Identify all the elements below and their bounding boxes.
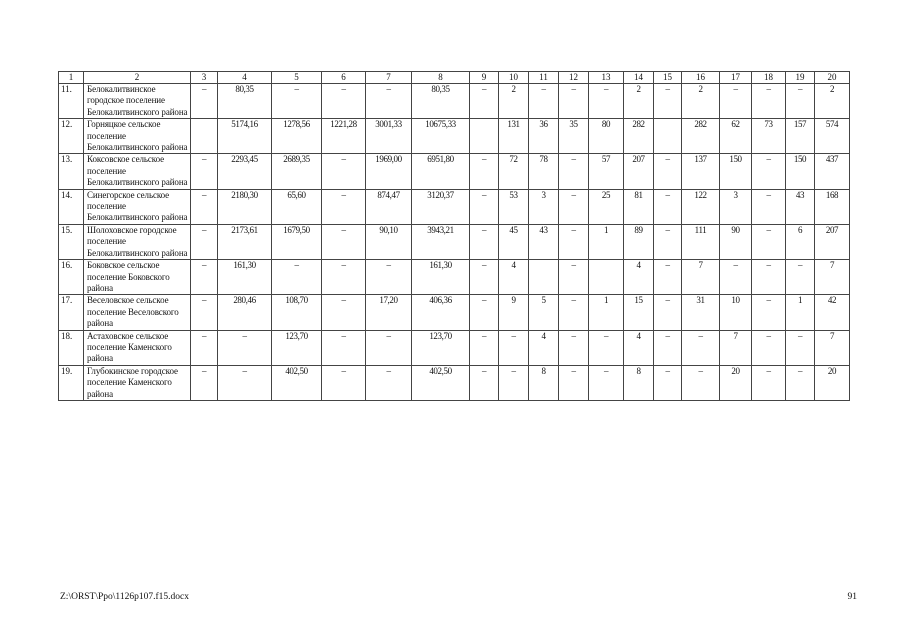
value-cell: – — [191, 154, 218, 189]
footer-file-path: Z:\ORST\Ppo\1126p107.f15.docx — [60, 592, 189, 602]
settlement-name-cell: Веселовское сельское поселение Веселовского района — [84, 295, 191, 330]
value-cell: 4 — [529, 330, 559, 365]
value-cell: – — [470, 295, 499, 330]
value-cell: 168 — [815, 189, 850, 224]
value-cell: – — [752, 154, 786, 189]
value-cell: – — [322, 295, 366, 330]
value-cell: 45 — [499, 224, 529, 259]
value-cell: – — [654, 295, 682, 330]
row-number-cell: 11. — [59, 84, 84, 119]
value-cell: – — [720, 84, 752, 119]
value-cell: 150 — [786, 154, 815, 189]
value-cell: 62 — [720, 119, 752, 154]
column-header-3: 3 — [191, 72, 218, 84]
column-header-12: 12 — [559, 72, 589, 84]
value-cell: 3120,37 — [412, 189, 470, 224]
value-cell: 4 — [624, 260, 654, 295]
value-cell: 108,70 — [272, 295, 322, 330]
row-number-cell: 16. — [59, 260, 84, 295]
table-row — [59, 224, 850, 259]
value-cell: – — [470, 189, 499, 224]
value-cell: – — [366, 84, 412, 119]
value-cell: – — [499, 365, 529, 400]
row-number-cell: 12. — [59, 119, 84, 154]
value-cell: – — [366, 365, 412, 400]
value-cell: 1 — [786, 295, 815, 330]
value-cell: – — [752, 295, 786, 330]
column-header-2: 2 — [84, 72, 191, 84]
row-number-cell: 14. — [59, 189, 84, 224]
value-cell: – — [589, 84, 624, 119]
column-header-7: 7 — [366, 72, 412, 84]
value-cell: – — [191, 224, 218, 259]
value-cell: 3 — [720, 189, 752, 224]
value-cell: 2293,45 — [218, 154, 272, 189]
value-cell: – — [470, 260, 499, 295]
table-row — [59, 84, 850, 119]
value-cell: 207 — [815, 224, 850, 259]
column-header-17: 17 — [720, 72, 752, 84]
column-header-1: 1 — [59, 72, 84, 84]
value-cell — [470, 119, 499, 154]
table-row — [59, 260, 850, 295]
value-cell: – — [682, 365, 720, 400]
column-header-15: 15 — [654, 72, 682, 84]
value-cell: 3 — [529, 189, 559, 224]
value-cell: 2 — [499, 84, 529, 119]
value-cell: 4 — [624, 330, 654, 365]
value-cell: 20 — [815, 365, 850, 400]
value-cell: 3001,33 — [366, 119, 412, 154]
value-cell: 2173,61 — [218, 224, 272, 259]
value-cell — [654, 119, 682, 154]
value-cell: – — [470, 84, 499, 119]
value-cell: – — [682, 330, 720, 365]
value-cell: – — [191, 260, 218, 295]
table-row — [59, 154, 850, 189]
value-cell: – — [654, 365, 682, 400]
value-cell: 90,10 — [366, 224, 412, 259]
column-header-9: 9 — [470, 72, 499, 84]
value-cell: – — [191, 84, 218, 119]
value-cell: – — [322, 224, 366, 259]
value-cell: – — [559, 295, 589, 330]
value-cell: – — [786, 365, 815, 400]
value-cell: 6 — [786, 224, 815, 259]
value-cell: – — [654, 189, 682, 224]
value-cell: – — [786, 260, 815, 295]
settlement-name-cell: Белокалитвинское городское поселение Белокалитвинского района — [84, 84, 191, 119]
value-cell: 157 — [786, 119, 815, 154]
value-cell: – — [191, 330, 218, 365]
value-cell: 7 — [682, 260, 720, 295]
value-cell: 42 — [815, 295, 850, 330]
value-cell: – — [559, 260, 589, 295]
value-cell: 874,47 — [366, 189, 412, 224]
value-cell: – — [499, 330, 529, 365]
value-cell: 1221,28 — [322, 119, 366, 154]
value-cell: 123,70 — [412, 330, 470, 365]
value-cell: – — [654, 330, 682, 365]
value-cell: 1278,56 — [272, 119, 322, 154]
value-cell: 2 — [682, 84, 720, 119]
row-number-cell: 18. — [59, 330, 84, 365]
value-cell: 2 — [815, 84, 850, 119]
page-number: 91 — [847, 592, 857, 602]
settlement-name-cell: Коксовское сельское поселение Белокалитвинского района — [84, 154, 191, 189]
value-cell: 25 — [589, 189, 624, 224]
value-cell: – — [366, 260, 412, 295]
settlement-name-cell: Синегорское сельское поселение Белокалитвинского района — [84, 189, 191, 224]
value-cell: – — [559, 365, 589, 400]
value-cell: 2689,35 — [272, 154, 322, 189]
value-cell: – — [559, 224, 589, 259]
value-cell: – — [786, 84, 815, 119]
value-cell: 5 — [529, 295, 559, 330]
value-cell: 280,46 — [218, 295, 272, 330]
value-cell: 282 — [624, 119, 654, 154]
settlement-name-cell: Астаховское сельское поселение Каменского района — [84, 330, 191, 365]
value-cell: 111 — [682, 224, 720, 259]
value-cell: 5174,16 — [218, 119, 272, 154]
value-cell: – — [559, 330, 589, 365]
value-cell: 161,30 — [412, 260, 470, 295]
value-cell: 53 — [499, 189, 529, 224]
value-cell: – — [470, 154, 499, 189]
table-row — [59, 330, 850, 365]
value-cell: – — [559, 154, 589, 189]
value-cell: 406,36 — [412, 295, 470, 330]
value-cell: 437 — [815, 154, 850, 189]
value-cell: 20 — [720, 365, 752, 400]
column-header-8: 8 — [412, 72, 470, 84]
value-cell: 43 — [529, 224, 559, 259]
value-cell: – — [191, 365, 218, 400]
value-cell: – — [559, 84, 589, 119]
value-cell: 73 — [752, 119, 786, 154]
value-cell: 6951,80 — [412, 154, 470, 189]
value-cell: – — [218, 330, 272, 365]
value-cell: – — [272, 260, 322, 295]
value-cell: 2180,30 — [218, 189, 272, 224]
value-cell: – — [786, 330, 815, 365]
value-cell: 1 — [589, 295, 624, 330]
column-header-11: 11 — [529, 72, 559, 84]
settlement-name-cell: Боковское сельское поселение Боковского района — [84, 260, 191, 295]
settlement-name-cell: Горняцкое сельское поселение Белокалитвинского района — [84, 119, 191, 154]
value-cell: 57 — [589, 154, 624, 189]
value-cell: – — [218, 365, 272, 400]
value-cell: 402,50 — [272, 365, 322, 400]
value-cell: 1 — [589, 224, 624, 259]
value-cell — [589, 260, 624, 295]
value-cell: 17,20 — [366, 295, 412, 330]
value-cell: – — [322, 189, 366, 224]
value-cell: – — [470, 365, 499, 400]
value-cell: 207 — [624, 154, 654, 189]
value-cell: – — [589, 330, 624, 365]
value-cell: 123,70 — [272, 330, 322, 365]
value-cell: 3943,21 — [412, 224, 470, 259]
value-cell: 8 — [624, 365, 654, 400]
value-cell: – — [752, 189, 786, 224]
value-cell: – — [752, 365, 786, 400]
value-cell: 161,30 — [218, 260, 272, 295]
value-cell: – — [529, 84, 559, 119]
value-cell: – — [191, 295, 218, 330]
value-cell: – — [752, 84, 786, 119]
table-row — [59, 189, 850, 224]
value-cell: – — [470, 224, 499, 259]
value-cell: – — [752, 330, 786, 365]
value-cell — [191, 119, 218, 154]
value-cell: 80,35 — [412, 84, 470, 119]
value-cell: – — [559, 189, 589, 224]
column-header-4: 4 — [218, 72, 272, 84]
settlement-name-cell: Глубокинское городское поселение Каменского района — [84, 365, 191, 400]
value-cell: 9 — [499, 295, 529, 330]
value-cell: 282 — [682, 119, 720, 154]
value-cell: 72 — [499, 154, 529, 189]
column-header-14: 14 — [624, 72, 654, 84]
value-cell: 1969,00 — [366, 154, 412, 189]
column-header-10: 10 — [499, 72, 529, 84]
table-body — [59, 84, 850, 401]
value-cell: 7 — [815, 330, 850, 365]
value-cell: – — [654, 154, 682, 189]
value-cell: 90 — [720, 224, 752, 259]
value-cell: – — [654, 224, 682, 259]
value-cell: 80,35 — [218, 84, 272, 119]
value-cell: 131 — [499, 119, 529, 154]
settlement-name-cell: Шолоховское городское поселение Белокалитвинского района — [84, 224, 191, 259]
value-cell: – — [366, 330, 412, 365]
value-cell: 137 — [682, 154, 720, 189]
value-cell: 65,60 — [272, 189, 322, 224]
value-cell: 35 — [559, 119, 589, 154]
value-cell: 80 — [589, 119, 624, 154]
value-cell: – — [654, 84, 682, 119]
value-cell: 2 — [624, 84, 654, 119]
value-cell: – — [654, 260, 682, 295]
value-cell: 122 — [682, 189, 720, 224]
value-cell: – — [752, 260, 786, 295]
row-number-cell: 17. — [59, 295, 84, 330]
column-header-19: 19 — [786, 72, 815, 84]
column-header-20: 20 — [815, 72, 850, 84]
row-number-cell: 19. — [59, 365, 84, 400]
value-cell: – — [589, 365, 624, 400]
table-row — [59, 119, 850, 154]
row-number-cell: 13. — [59, 154, 84, 189]
value-cell: 402,50 — [412, 365, 470, 400]
value-cell: – — [720, 260, 752, 295]
value-cell: 15 — [624, 295, 654, 330]
value-cell: 7 — [720, 330, 752, 365]
value-cell: 89 — [624, 224, 654, 259]
value-cell: 43 — [786, 189, 815, 224]
value-cell: – — [322, 154, 366, 189]
value-cell: 7 — [815, 260, 850, 295]
value-cell: – — [191, 189, 218, 224]
value-cell: 150 — [720, 154, 752, 189]
column-header-6: 6 — [322, 72, 366, 84]
value-cell: 36 — [529, 119, 559, 154]
value-cell: 1679,50 — [272, 224, 322, 259]
column-header-5: 5 — [272, 72, 322, 84]
column-header-16: 16 — [682, 72, 720, 84]
table-row — [59, 365, 850, 400]
value-cell: – — [470, 330, 499, 365]
value-cell: 81 — [624, 189, 654, 224]
table-row — [59, 295, 850, 330]
value-cell — [529, 260, 559, 295]
value-cell: – — [322, 365, 366, 400]
row-number-cell: 15. — [59, 224, 84, 259]
value-cell: 8 — [529, 365, 559, 400]
value-cell: – — [322, 260, 366, 295]
value-cell: 78 — [529, 154, 559, 189]
column-header-13: 13 — [589, 72, 624, 84]
value-cell: 4 — [499, 260, 529, 295]
header-row — [59, 72, 850, 84]
value-cell: 10675,33 — [412, 119, 470, 154]
value-cell: – — [272, 84, 322, 119]
data-table — [58, 71, 850, 401]
value-cell: – — [752, 224, 786, 259]
value-cell: 31 — [682, 295, 720, 330]
value-cell: – — [322, 330, 366, 365]
value-cell: – — [322, 84, 366, 119]
value-cell: 10 — [720, 295, 752, 330]
value-cell: 574 — [815, 119, 850, 154]
column-header-18: 18 — [752, 72, 786, 84]
